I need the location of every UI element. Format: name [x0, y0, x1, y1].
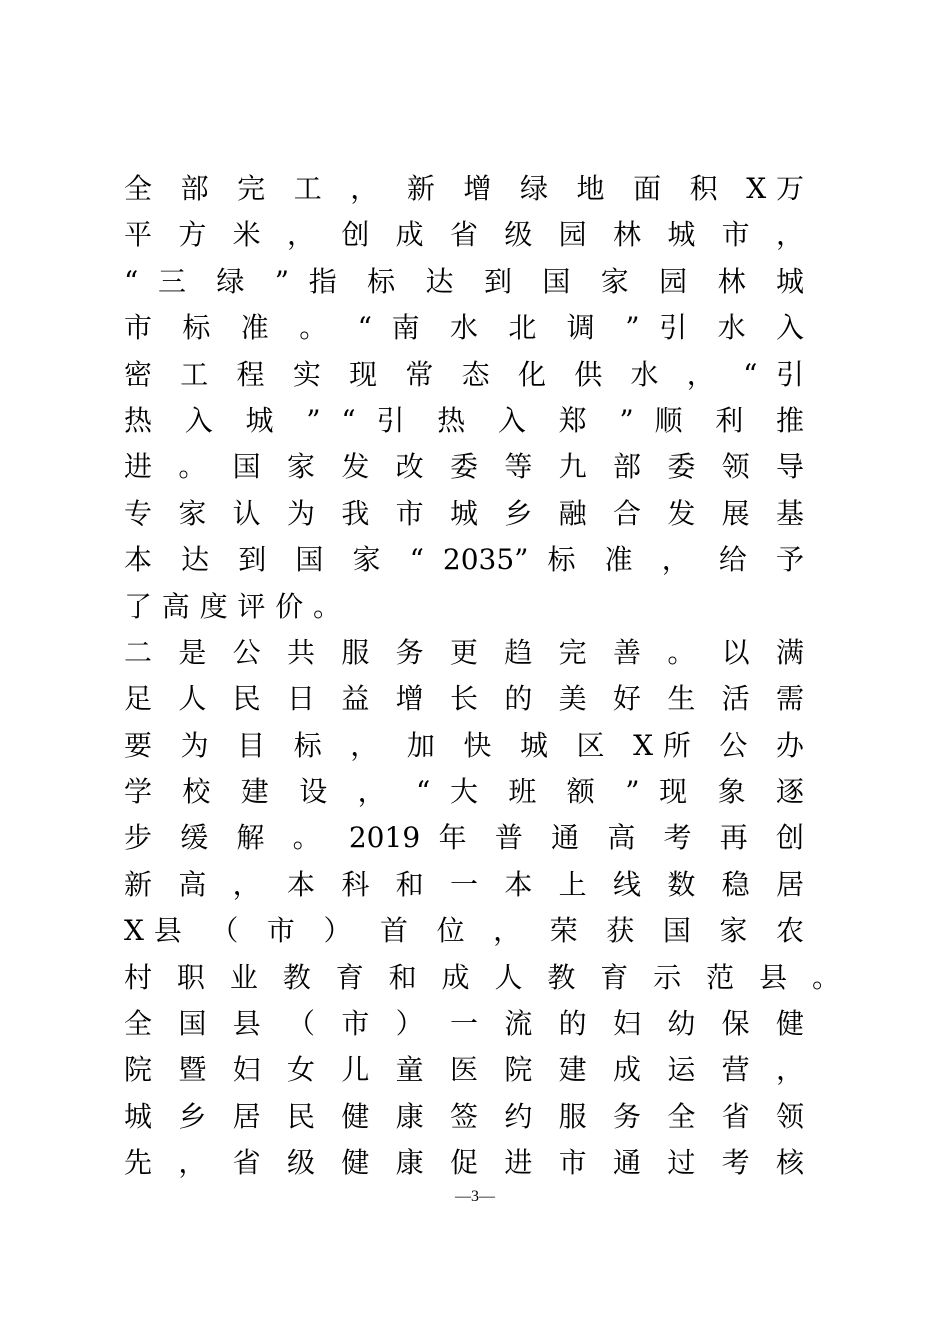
text-line: 先 ， 省 级 健 康 促 进 市 通 过 考 核: [124, 1146, 804, 1180]
text-line: 平 方 米 ， 创 成 省 级 园 林 城 市 ，: [124, 218, 804, 252]
text-line: 本 达 到 国 家 “ 2035” 标 准 ， 给 予: [124, 543, 804, 577]
text-line: 热 入 城 ” “ 引 热 入 郑 ” 顺 利 推: [124, 403, 804, 437]
text-line: 城 乡 居 民 健 康 签 约 服 务 全 省 领: [124, 1099, 804, 1133]
text-line: 全 部 完 工 ， 新 增 绿 地 面 积 X万: [124, 172, 804, 205]
text-line: X县 （ 市 ） 首 位 ， 荣 获 国 家 农: [124, 914, 804, 948]
text-line: 了高度评价。: [124, 589, 351, 623]
text-line: “ 三 绿 ” 指 标 达 到 国 家 园 林 城: [124, 264, 804, 298]
text-line: 院 暨 妇 女 儿 童 医 院 建 成 运 营 ，: [124, 1053, 804, 1087]
text-line: 全 国 县 （ 市 ） 一 流 的 妇 幼 保 健: [124, 1007, 804, 1041]
text-line: 足 人 民 日 益 增 长 的 美 好 生 活 需: [124, 682, 804, 716]
text-line: 步 缓 解 。 2019 年 普 通 高 考 再 创: [124, 821, 804, 855]
text-line: 进 。 国 家 发 改 委 等 九 部 委 领 导: [124, 450, 804, 484]
text-line: 市 标 准 。 “ 南 水 北 调 ” 引 水 入: [124, 311, 804, 345]
body-text: [124, 166, 840, 1187]
text-line: 专 家 认 为 我 市 城 乡 融 合 发 展 基: [124, 496, 804, 530]
text-line: 密 工 程 实 现 常 态 化 供 水 ， “ 引: [124, 357, 804, 391]
page-number: —3—: [455, 1188, 495, 1205]
text-line: 二 是 公 共 服 务 更 趋 完 善 。 以 满: [124, 635, 804, 669]
text-line: 学 校 建 设 ， “ 大 班 额 ” 现 象 逐: [124, 775, 804, 809]
text-line: 村 职 业 教 育 和 成 人 教 育 示 范 县 。: [124, 960, 840, 994]
text-line: 新 高 ， 本 科 和 一 本 上 线 数 稳 居: [124, 867, 804, 901]
text-line: 要 为 目 标 ， 加 快 城 区 X所 公 办: [124, 728, 804, 762]
